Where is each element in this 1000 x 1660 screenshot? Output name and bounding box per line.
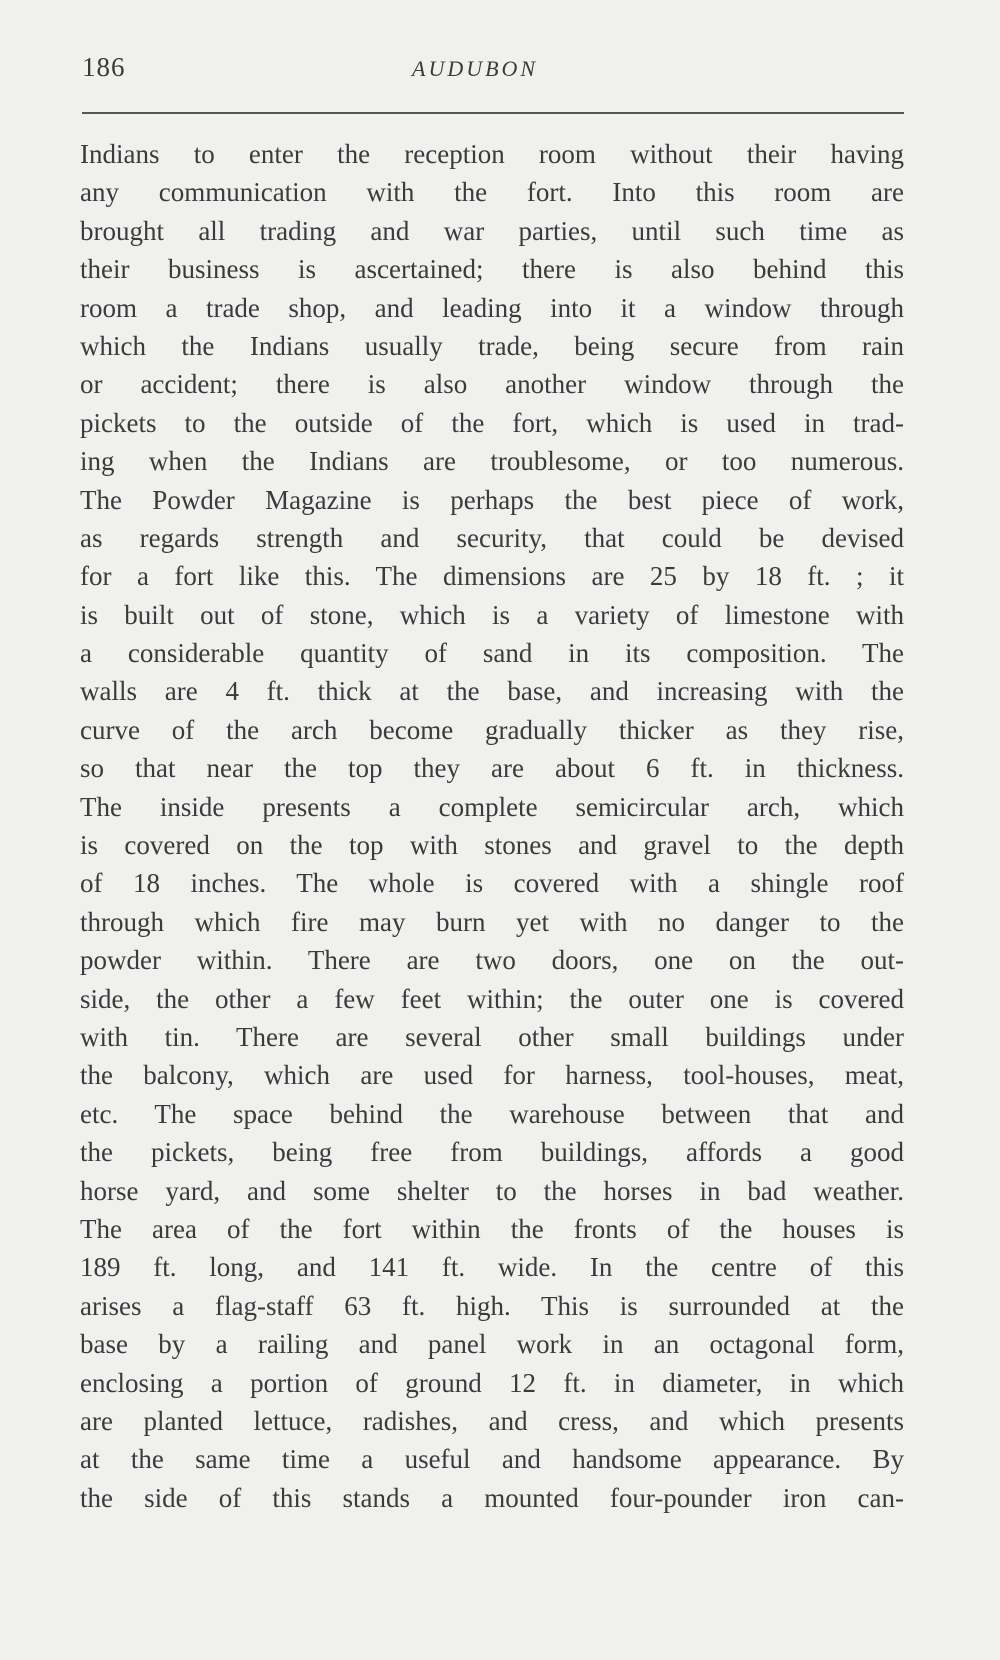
text-line: their business is ascertained; there is also behind this bbox=[80, 254, 904, 285]
text-line: The inside presents a complete semicircular arch, which bbox=[80, 791, 904, 822]
text-line: are planted lettuce, radishes, and cress, and which presents bbox=[80, 1405, 904, 1436]
text-line: side, the other a few feet within; the outer one is covered bbox=[80, 983, 904, 1014]
text-line: the pickets, being free from buildings, affords a good bbox=[80, 1137, 904, 1168]
text-line: or accident; there is also another window through the bbox=[80, 369, 904, 400]
page-number: 186 bbox=[82, 52, 126, 82]
text-line: for a fort like this. The dimensions are 25 by 18 ft. ; it bbox=[80, 561, 904, 592]
header-rule bbox=[82, 112, 904, 114]
running-head bbox=[82, 52, 902, 92]
text-line: which the Indians usually trade, being secure from rain bbox=[80, 330, 904, 361]
text-line: as regards strength and security, that could be devised bbox=[80, 522, 904, 553]
text-line: the side of this stands a mounted four-pounder iron can- bbox=[80, 1482, 904, 1513]
text-line: at the same time a useful and handsome appearance. By bbox=[80, 1444, 904, 1475]
text-line: so that near the top they are about 6 ft. in thickness. bbox=[80, 753, 904, 784]
text-line: through which fire may burn yet with no danger to the bbox=[80, 906, 904, 937]
text-line: horse yard, and some shelter to the horses in bad weather. bbox=[80, 1175, 904, 1206]
text-line: etc. The space behind the warehouse between that and bbox=[80, 1098, 904, 1129]
text-line: walls are 4 ft. thick at the base, and increasing with the bbox=[80, 676, 904, 707]
text-line: a considerable quantity of sand in its composition. The bbox=[80, 638, 904, 669]
text-line: arises a flag-staff 63 ft. high. This is surrounded at the bbox=[80, 1290, 904, 1321]
text-line: enclosing a portion of ground 12 ft. in diameter, in which bbox=[80, 1367, 904, 1398]
text-line: any communication with the fort. Into this room are bbox=[80, 177, 904, 208]
text-line: The Powder Magazine is perhaps the best piece of work, bbox=[80, 484, 904, 515]
text-line: is built out of stone, which is a variety of limestone with bbox=[80, 599, 904, 630]
text-line: room a trade shop, and leading into it a window through bbox=[80, 292, 904, 323]
running-title: AUDUBON bbox=[412, 56, 539, 81]
text-line: powder within. There are two doors, one on the out- bbox=[80, 945, 904, 976]
text-line: Indians to enter the reception room without their having bbox=[80, 139, 904, 169]
text-line: pickets to the outside of the fort, which is used in trad- bbox=[80, 407, 904, 438]
text-line: base by a railing and panel work in an octagonal form, bbox=[80, 1329, 904, 1360]
body-text bbox=[80, 135, 904, 1517]
text-line: the balcony, which are used for harness, tool-houses, meat, bbox=[80, 1060, 904, 1091]
text-line: The area of the fort within the fronts of the houses is bbox=[80, 1213, 904, 1244]
text-line: 189 ft. long, and 141 ft. wide. In the centre of this bbox=[80, 1252, 904, 1283]
text-line: is covered on the top with stones and gravel to the depth bbox=[80, 830, 904, 861]
text-line: ing when the Indians are troublesome, or too numerous. bbox=[80, 446, 904, 477]
text-line: with tin. There are several other small buildings under bbox=[80, 1021, 904, 1052]
text-line: of 18 inches. The whole is covered with a shingle roof bbox=[80, 868, 904, 899]
text-line: brought all trading and war parties, until such time as bbox=[80, 215, 904, 246]
text-line: curve of the arch become gradually thicker as they rise, bbox=[80, 714, 904, 745]
